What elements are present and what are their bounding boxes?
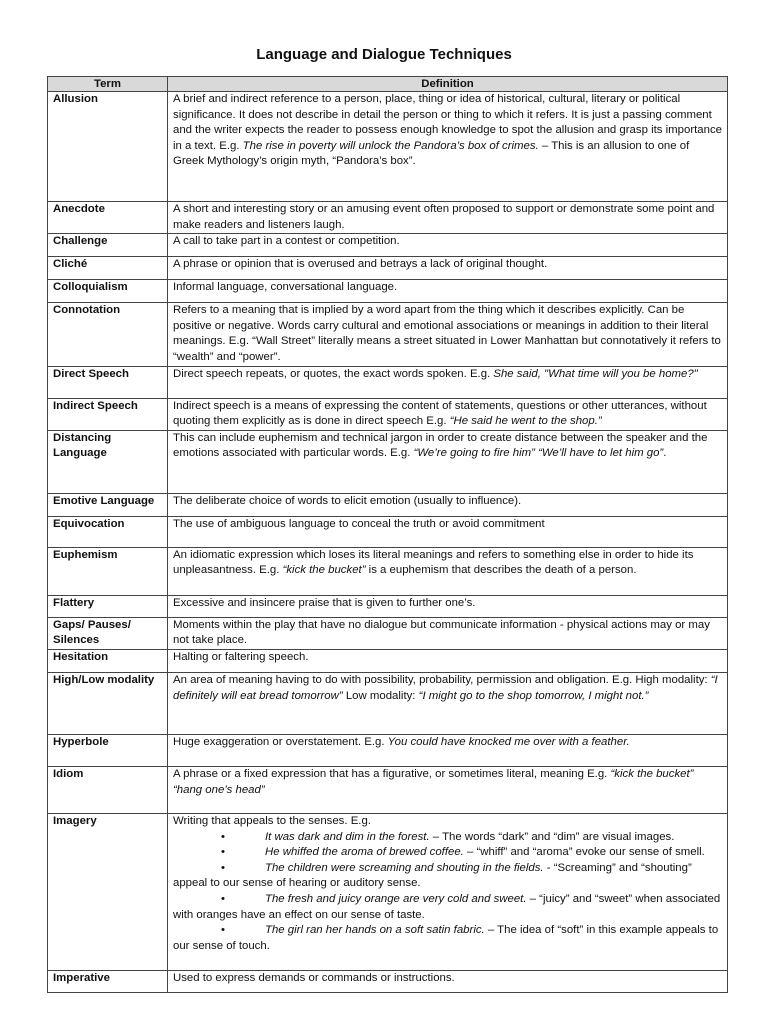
definition-cell <box>168 202 728 234</box>
term-cell: Challenge <box>48 234 168 257</box>
table-row <box>48 234 728 257</box>
table-row <box>48 493 728 516</box>
term-cell: Direct Speech <box>48 366 168 398</box>
term-cell: Hesitation <box>48 649 168 672</box>
definition-cell <box>168 280 728 303</box>
term-cell: Cliché <box>48 257 168 280</box>
definition-text: Informal language, conversational language. <box>173 281 398 294</box>
bullet-icon: • <box>221 892 225 905</box>
definition-cell <box>168 766 728 813</box>
table-row <box>48 366 728 398</box>
definition-text: – The idea of “soft” in this example appeals to our sense of touch. <box>173 924 719 952</box>
definition-cell <box>168 595 728 617</box>
definition-text: Indirect speech is a means of expressing the content of statements, questions or other utterances, without quoting them explicitly as is done in direct speech E.g. <box>173 399 707 428</box>
definition-cell <box>168 234 728 257</box>
definition-cell <box>168 257 728 280</box>
definition-text: The use of ambiguous language to conceal the truth or avoid commitment <box>173 517 545 530</box>
example-text: “We’re going to fire him” “We’ll have to let him go” <box>413 447 664 460</box>
definition-cell <box>168 617 728 649</box>
term-cell: Hyperbole <box>48 734 168 766</box>
definition-column-header: Definition <box>168 77 728 92</box>
table-row <box>48 92 728 202</box>
definition-text: is a euphemism that describes the death of a person. <box>365 564 637 577</box>
table-row <box>48 547 728 595</box>
example-bullet <box>173 892 722 923</box>
example-text: “kick the bucket” <box>282 564 366 577</box>
definition-text: This can include euphemism and technical jargon in order to create distance between the speaker and the emotions associated with particular words. E.g. <box>173 431 708 460</box>
definition-text: Direct speech repeats, or quotes, the exact words spoken. E.g. <box>173 367 494 380</box>
definition-text: A call to take part in a contest or competition. <box>173 235 400 248</box>
definition-cell <box>168 813 728 970</box>
example-text: The girl ran her hands on a soft satin fabric. <box>265 924 485 937</box>
definition-text: – This is an allusion to one of Greek Mythology’s origin myth, “Pandora’s box”. <box>173 139 690 168</box>
example-text: The rise in poverty will unlock the Pandora’s box of crimes. <box>242 139 539 152</box>
definition-text: – The words “dark” and “dim” are visual images. <box>429 830 675 843</box>
term-cell: Gaps/ Pauses/ Silences <box>48 617 168 649</box>
definition-cell <box>168 734 728 766</box>
example-text: “I definitely will eat bread tomorrow” <box>173 673 718 702</box>
definition-intro: Writing that appeals to the senses. E.g. <box>173 814 371 827</box>
definition-text: An area of meaning having to do with possibility, probability, permission and obligation. E.g. High modality: <box>173 673 711 686</box>
definition-cell <box>168 970 728 992</box>
table-row <box>48 280 728 303</box>
definition-text: Halting or faltering speech. <box>173 650 309 663</box>
definition-cell <box>168 398 728 430</box>
term-cell: Anecdote <box>48 202 168 234</box>
definition-text: Huge exaggeration or overstatement. E.g. <box>173 735 388 748</box>
definition-cell <box>168 92 728 202</box>
table-row <box>48 649 728 672</box>
document-title: Language and Dialogue Techniques <box>256 46 512 63</box>
definition-text: A phrase or a fixed expression that has a figurative, or sometimes literal, meaning E.g. <box>173 767 611 780</box>
definition-text: A phrase or opinion that is overused and betrays a lack of original thought. <box>173 258 548 271</box>
term-cell: Euphemism <box>48 547 168 595</box>
definition-text: A brief and indirect reference to a person, place, thing or idea of historical, cultural, literary or political significance. It does not describe in detail the person or thing to which it refers. It is just a passing comment and the writer expects the reader to possess enough knowledge to spot the allusion and grasp its importance in a text. E.g. <box>173 93 722 152</box>
table-row <box>48 672 728 734</box>
term-cell: Colloquialism <box>48 280 168 303</box>
definition-text: The deliberate choice of words to elicit emotion (usually to influence). <box>173 494 522 507</box>
example-text: “kick the bucket” “hang one’s head” <box>173 767 694 796</box>
definition-cell <box>168 649 728 672</box>
term-column-header: Term <box>48 77 168 92</box>
bullet-icon: • <box>221 924 225 937</box>
definition-text: Excessive and insincere praise that is given to further one’s. <box>173 596 476 609</box>
term-cell: Connotation <box>48 303 168 366</box>
example-text: “I might go to the shop tomorrow, I might not.” <box>418 689 649 702</box>
example-text: The fresh and juicy orange are very cold and sweet. <box>265 892 527 905</box>
term-cell: Distancing Language <box>48 430 168 493</box>
table-row <box>48 766 728 813</box>
example-bullet <box>173 861 722 892</box>
table-row <box>48 595 728 617</box>
table-row <box>48 516 728 547</box>
definition-text: Moments within the play that have no dialogue but communicate information - physical actions may or may not take place. <box>173 618 710 647</box>
definition-cell <box>168 672 728 734</box>
example-bullet <box>173 830 722 846</box>
table-row <box>48 303 728 366</box>
table-row <box>48 257 728 280</box>
table-header-row <box>48 77 728 92</box>
bullet-icon: • <box>221 830 225 843</box>
definition-cell <box>168 547 728 595</box>
table-row <box>48 202 728 234</box>
definition-text: – “juicy” and “sweet” when associated with oranges have an effect on our sense of taste. <box>173 892 721 921</box>
bullet-icon: • <box>221 846 225 859</box>
definition-text: Low modality: <box>342 689 419 702</box>
example-text: The children were screaming and shouting in the fields. <box>265 861 544 874</box>
table-row <box>48 970 728 992</box>
term-cell: Idiom <box>48 766 168 813</box>
example-text: She said, "What time will you be home?" <box>493 367 698 380</box>
table-row <box>48 813 728 970</box>
table-row <box>48 617 728 649</box>
definition-text: Used to express demands or commands or instructions. <box>173 971 455 984</box>
term-cell: Imagery <box>48 813 168 970</box>
definition-cell <box>168 493 728 516</box>
definition-text: An idiomatic expression which loses its literal meanings and refers to something else in order to hide its unpleasantness. E.g. <box>173 548 694 577</box>
definition-cell <box>168 303 728 366</box>
term-cell: Flattery <box>48 595 168 617</box>
definition-text: A short and interesting story or an amusing event often proposed to support or demonstrate some point and make readers and listeners laugh. <box>173 203 715 231</box>
term-cell: Emotive Language <box>48 493 168 516</box>
example-text: It was dark and dim in the forest. <box>265 830 430 843</box>
example-bullet <box>173 845 722 861</box>
bullet-icon: • <box>221 861 225 874</box>
term-cell: Indirect Speech <box>48 398 168 430</box>
example-text: “He said he went to the shop.” <box>449 415 602 428</box>
definition-text: . <box>663 447 667 460</box>
definition-cell <box>168 516 728 547</box>
table-row <box>48 430 728 493</box>
table-row <box>48 734 728 766</box>
definition-text: – “whiff” and “aroma” evoke our sense of smell. <box>463 846 705 859</box>
definition-cell <box>168 430 728 493</box>
example-bullet <box>173 923 722 954</box>
definition-text: - “Screaming” and “shouting” appeal to our sense of hearing or auditory sense. <box>173 861 692 890</box>
term-cell: Imperative <box>48 970 168 992</box>
example-text: You could have knocked me over with a feather. <box>387 735 630 748</box>
term-cell: Equivocation <box>48 516 168 547</box>
example-text: He whiffed the aroma of brewed coffee. <box>265 846 464 859</box>
definition-text: Refers to a meaning that is implied by a word apart from the thing which it describes explicitly. Can be positive or negative. Words carry cultural and emotional associations or meanings in addition to their literal meanings. E.g. “Wall Street” literally means a street situated in Lower Manhattan but connotatively it refers to “wealth” and “power”. <box>173 304 721 363</box>
term-cell: High/Low modality <box>48 672 168 734</box>
term-cell: Allusion <box>48 92 168 202</box>
definition-cell <box>168 366 728 398</box>
terms-table <box>47 76 728 993</box>
table-row <box>48 398 728 430</box>
